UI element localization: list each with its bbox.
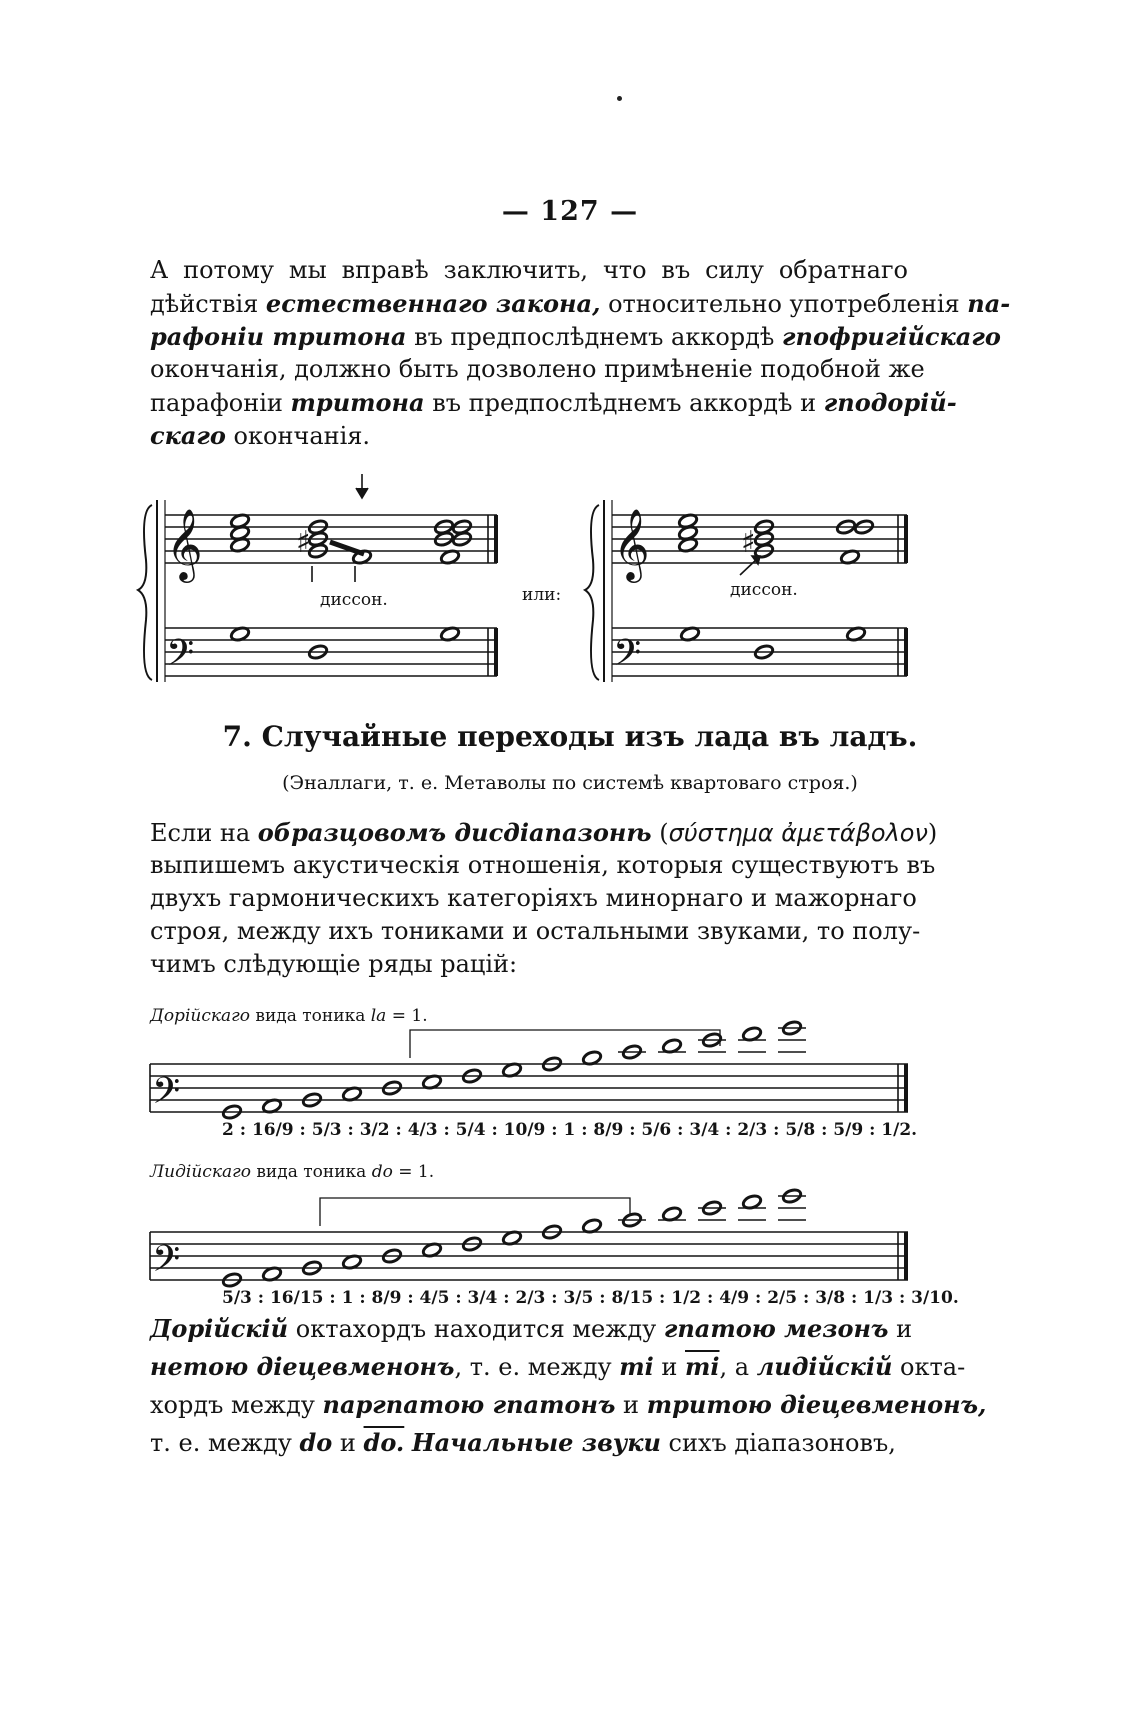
bass-clef-icon-dorian: 𝄢 [152, 1070, 181, 1121]
treble-clef-icon-right: 𝄞 [613, 507, 650, 580]
text-line: рафоніи тритона въ предпослѣднемъ аккордѣ гпофригійскаго [150, 322, 1001, 351]
page-number: — 127 — [501, 196, 639, 227]
bass-clef-icon-right: 𝄢 [613, 632, 642, 683]
text-line: выпишемъ акустическія отношенія, которыя существуютъ въ [150, 851, 936, 879]
paragraph-3 [150, 1310, 987, 1462]
section-heading: 7. Случайные переходы изъ лада въ ладъ. [222, 720, 918, 753]
text-line: дѣйствія естественнаго закона, относительно употребленія па- [150, 289, 1011, 318]
section-subtitle: (Эналлаги, т. е. Метаволы по системѣ квартоваго строя.) [282, 772, 858, 794]
text-line: окончанія, должно быть дозволено примѣненіе подобной же [150, 355, 925, 383]
text-line: скаго окончанія. [150, 421, 371, 450]
dissonance-label-left: диссон. [320, 590, 388, 610]
lydian-label: Лидійскаго вида тоника do = 1. [150, 1162, 435, 1182]
lydian-ratios: 5/3 : 16/15 : 1 : 8/9 : 4/5 : 3/4 : 2/3 : 3/5 : 8/15 : 1/2 : 4/9 : 2/5 : 3/8 : 1/3 : 3/10. [222, 1288, 959, 1308]
or-label: или: [522, 585, 562, 605]
text-line: хордъ между паргпатою гпатонъ и тритою діецевменонъ, [150, 1390, 987, 1419]
dissonance-label-right: диссон. [730, 580, 798, 600]
lydian-notes [222, 1188, 806, 1288]
sharp-icon: ♯ [296, 525, 311, 560]
sharp-icon-right: ♯ [741, 525, 756, 560]
text-line: парафоніи тритона въ предпослѣднемъ аккордѣ и гподорій- [150, 388, 957, 417]
text-line: чимъ слѣдующіе ряды рацій: [150, 950, 518, 978]
dorian-notes [222, 1020, 806, 1120]
text-line: нетою діецевменонъ, т. е. между mi и $\overline{mi}$, а лидійскій окта- [150, 1352, 966, 1381]
text-line: т. е. между do и do. Начальные звуки сихъ діапазоновъ, [150, 1428, 896, 1457]
text-line: Если на образцовомъ дисдіапазонѣ (σύστημα ἀμετάβολον) [150, 818, 938, 847]
text-line: А потому мы вправѣ заключить, что въ силу обратнаго [150, 256, 908, 284]
bass-clef-icon-lydian: 𝄢 [152, 1238, 181, 1289]
dorian-label: Дорійскаго вида тоника la = 1. [150, 1006, 428, 1026]
text-line: двухъ гармоническихъ категоріяхъ минорнаго и мажорнаго [150, 884, 917, 912]
text-line: Дорійскій октахордъ находится между гпатою мезонъ и [150, 1314, 913, 1343]
text-line: строя, между ихъ тониками и остальными звуками, то полу- [150, 917, 921, 945]
dorian-ratios: 2 : 16/9 : 5/3 : 3/2 : 4/3 : 5/4 : 10/9 : 1 : 8/9 : 5/6 : 3/4 : 2/3 : 5/8 : 5/9 : 1/2. [222, 1120, 918, 1140]
treble-clef-icon: 𝄞 [166, 507, 203, 580]
bass-clef-icon: 𝄢 [166, 632, 195, 683]
